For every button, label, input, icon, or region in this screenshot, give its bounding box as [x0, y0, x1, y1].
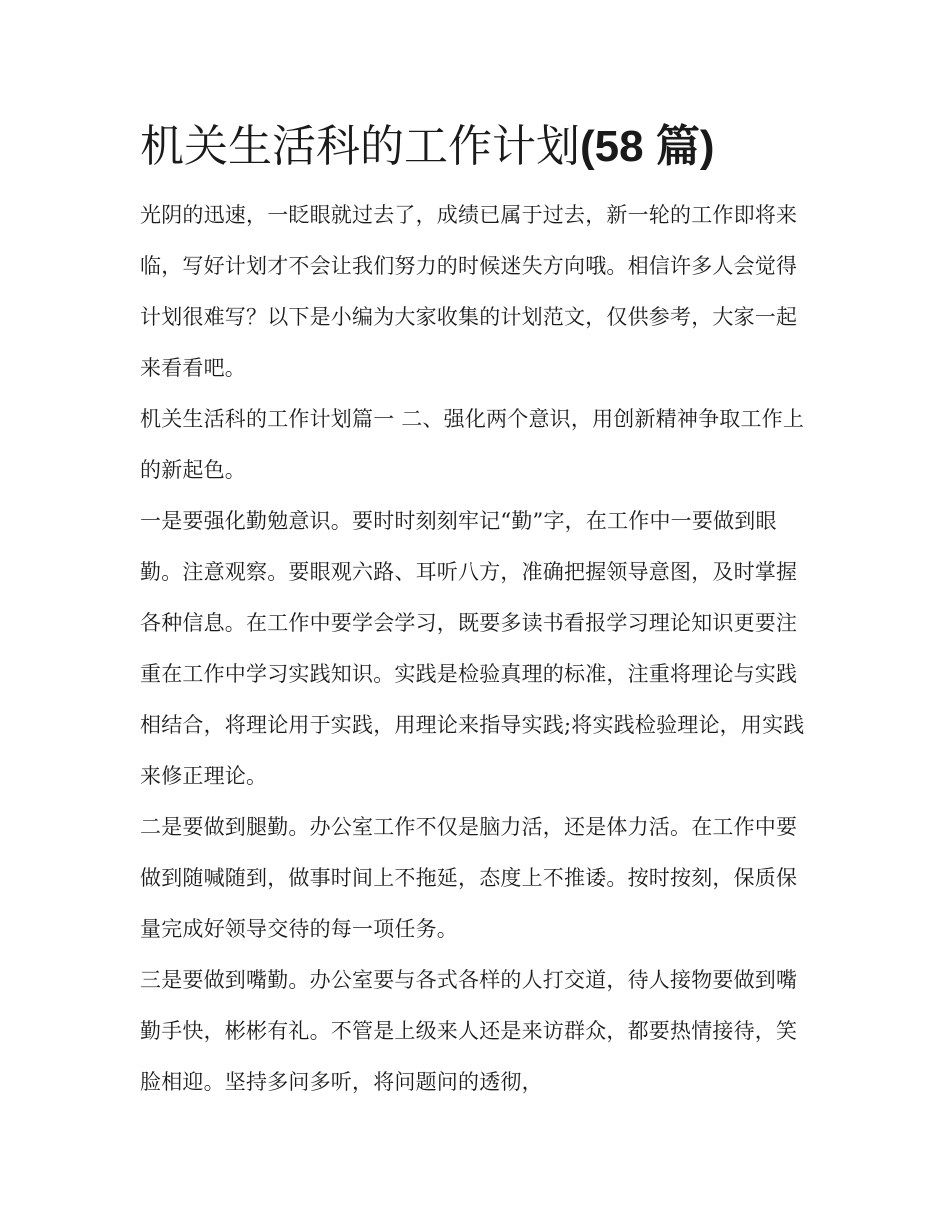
paragraph-section-heading: 机关生活科的工作计划篇一 二、强化两个意识，用创新精神争取工作上的新起色。	[140, 407, 805, 482]
document-title	[140, 112, 812, 182]
paragraph-diligence: 一是要强化勤勉意识。要时时刻刻牢记“勤”字，在工作中一要做到眼勤。注意观察。要眼观六路、耳听八方，准确把握领导意图，及时掌握各种信息。在工作中要学会学习，既要多读书看报学习理论知识更要注重在工作中学习实践知识。实践是检验真理的标准，注重将理论与实践相结合，将理论用于实践，用理论来指导实践;将实践检验理论，用实践来修正理论。	[140, 509, 805, 788]
title-main: 机关生活科的工作计划	[140, 121, 580, 172]
paragraph-legwork: 二是要做到腿勤。办公室工作不仅是脑力活，还是体力活。在工作中要做到随喊随到，做事时间上不拖延，态度上不推诿。按时按刻，保质保量完成好领导交待的每一项任务。	[140, 815, 798, 941]
paragraph-communication: 三是要做到嘴勤。办公室要与各式各样的人打交道，待人接物要做到嘴勤手快，彬彬有礼。不管是上级来人还是来访群众，都要热情接待，笑脸相迎。坚持多问多听，将问题问的透彻，	[140, 968, 798, 1094]
paragraph-intro: 光阴的迅速，一眨眼就过去了，成绩已属于过去，新一轮的工作即将来临，写好计划才不会让我们努力的时候迷失方向哦。相信许多人会觉得计划很难写？以下是小编为大家收集的计划范文，仅供参考，大家一起来看看吧。	[140, 203, 798, 380]
title-count: (58 篇)	[580, 122, 715, 171]
document-body	[140, 112, 812, 1108]
